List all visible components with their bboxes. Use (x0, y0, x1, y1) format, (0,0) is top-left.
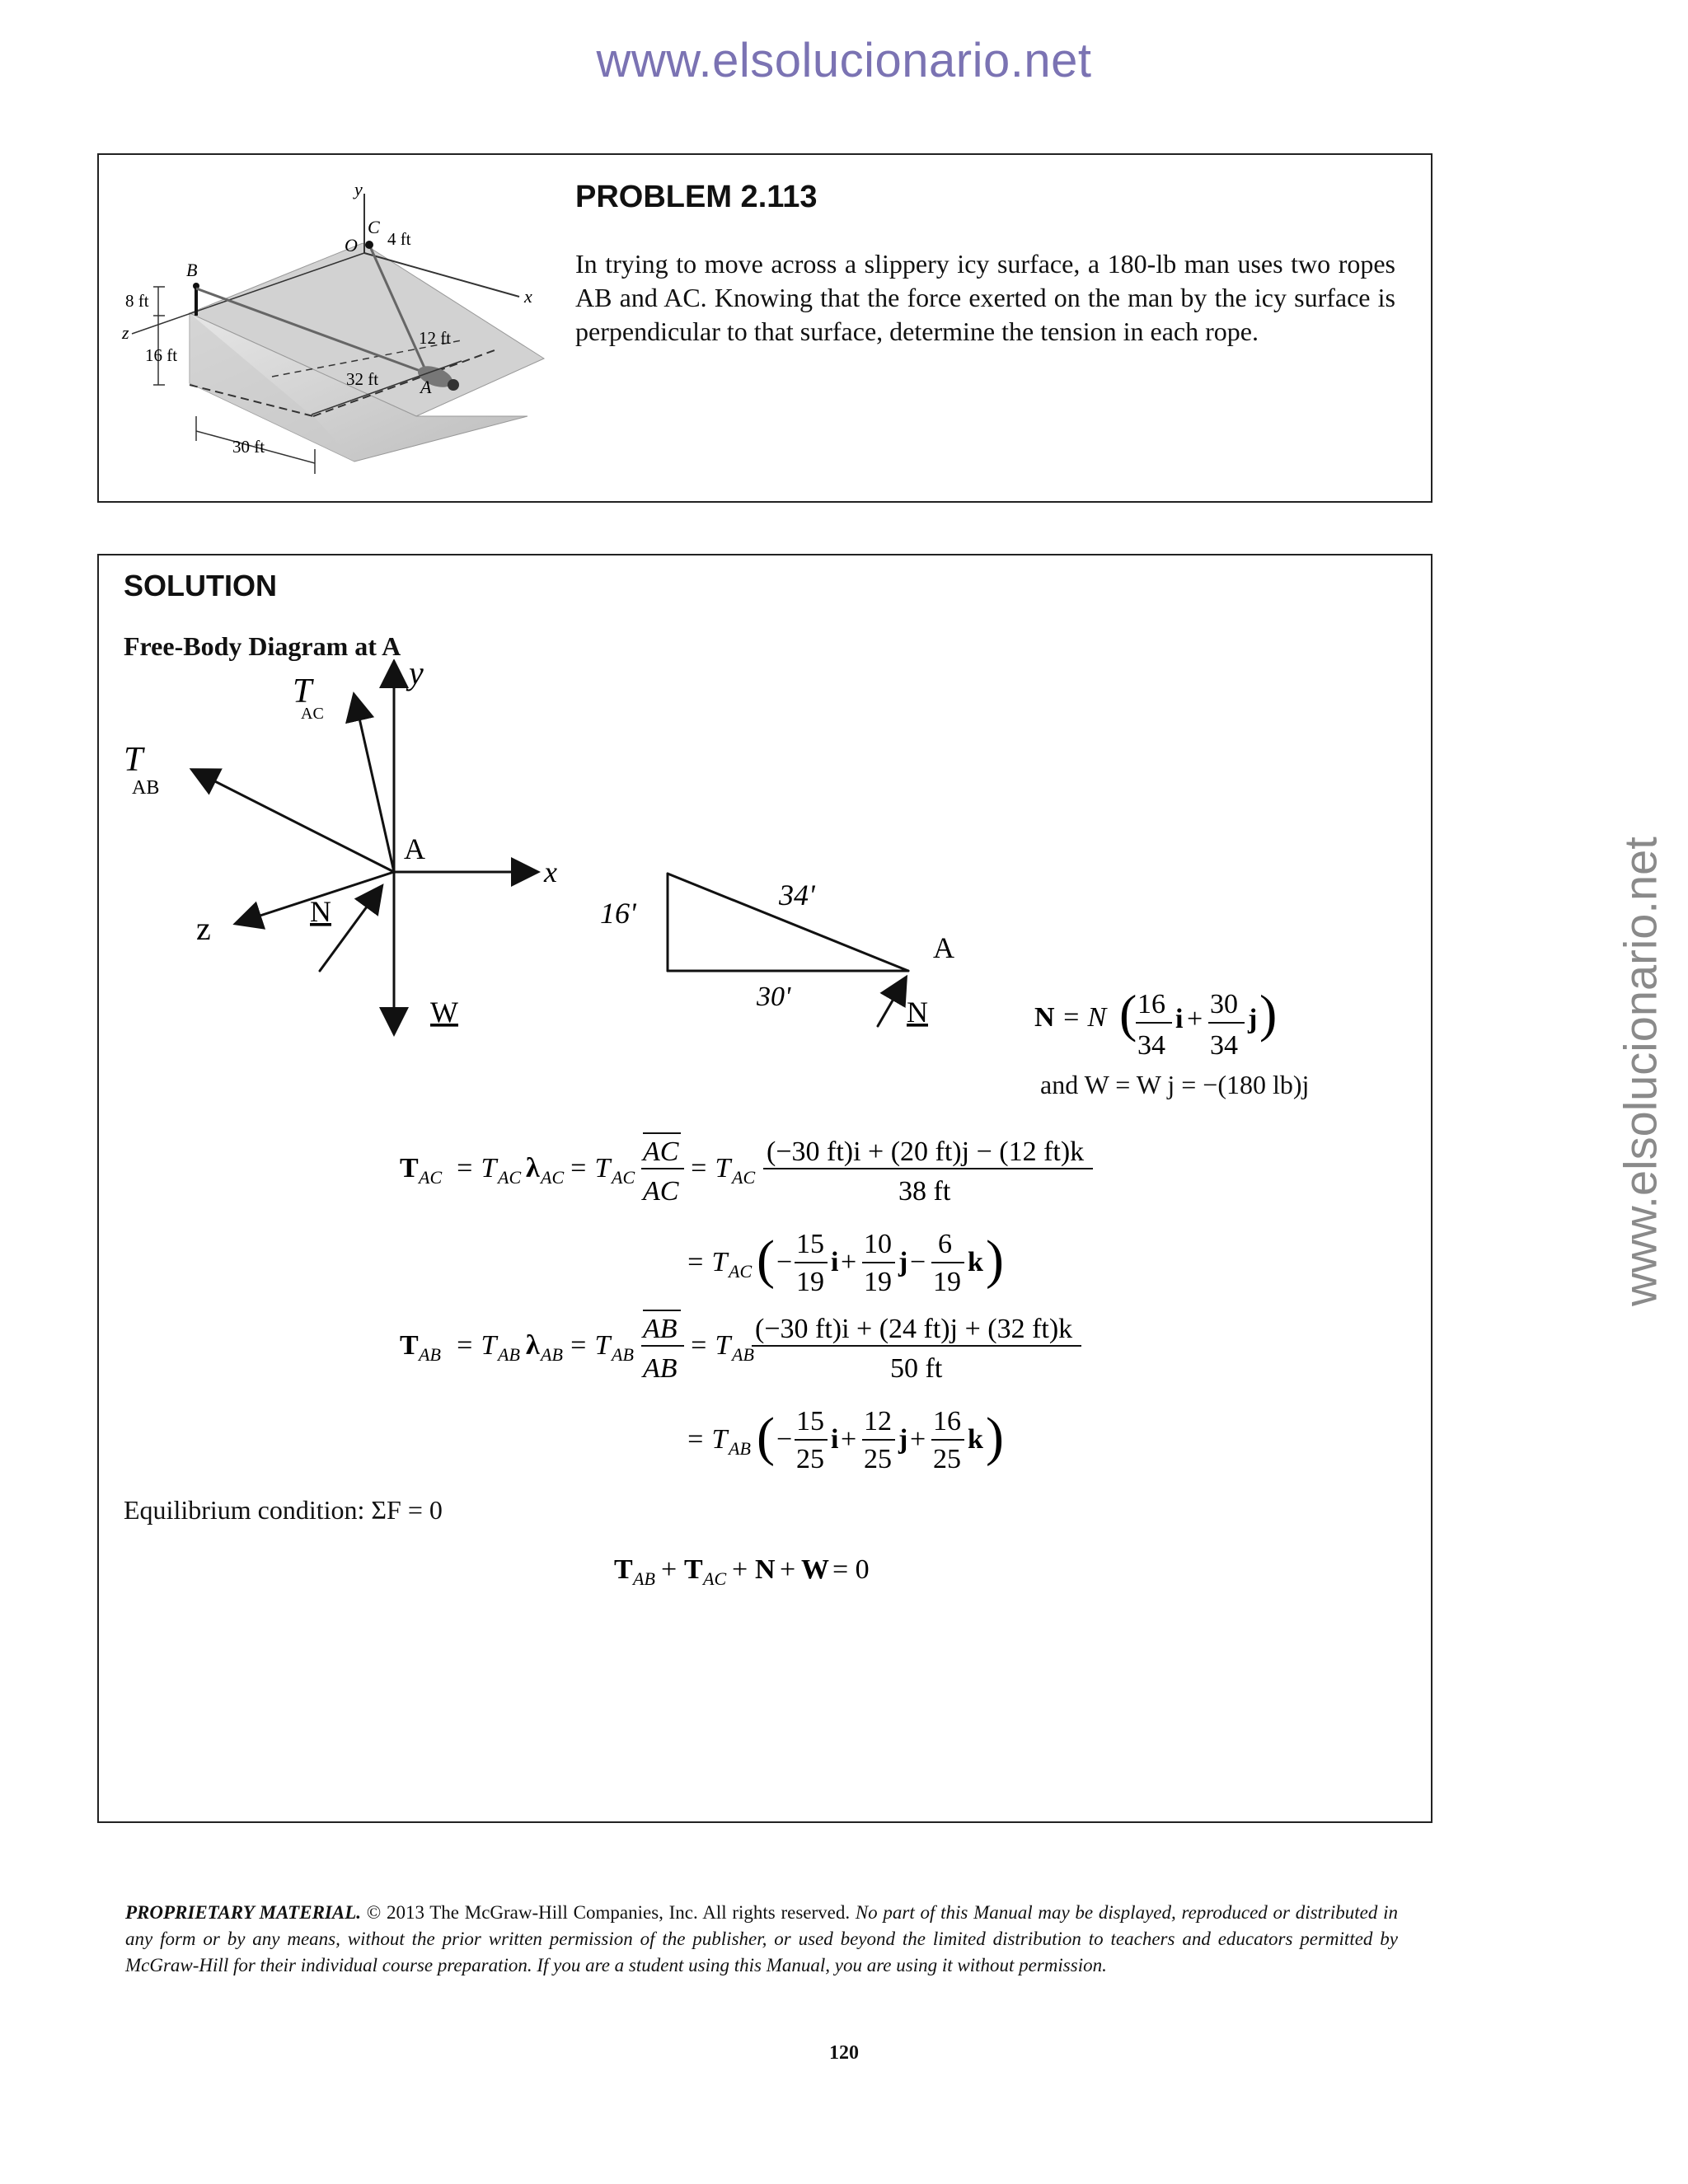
n-f1-den: 34 (1137, 1030, 1165, 1061)
fig-label-z: z (122, 322, 129, 343)
n-equation (1030, 977, 1376, 1067)
tac-mid3: = T (689, 1153, 731, 1183)
tac-lparen: ( (757, 1230, 775, 1290)
fbd-x: x (544, 855, 557, 888)
fig-label-O: O (345, 235, 358, 255)
tab-rparen: ) (986, 1407, 1004, 1467)
tab-c-den: 25 (933, 1444, 961, 1471)
tac-line2-t: = T (686, 1247, 728, 1277)
copyright-footer (125, 1900, 1398, 1979)
final-ab: AB (633, 1568, 655, 1589)
n-f2-num: 30 (1210, 989, 1238, 1019)
equilibrium-label: Equilibrium condition: ΣF = 0 (124, 1495, 443, 1525)
fbd-y: y (409, 659, 424, 691)
tab-lambda-sub: AB (541, 1344, 563, 1365)
final-plus3: + (780, 1554, 796, 1585)
n-u1: i (1175, 1004, 1184, 1034)
fig-label-A: A (420, 377, 432, 397)
n-eq-rest: = N (1062, 1002, 1107, 1033)
tac-i: i (831, 1247, 839, 1277)
tab-k: k (968, 1424, 983, 1455)
fbd-tab-sub: AB (132, 777, 160, 799)
tac-c-den: 19 (933, 1267, 961, 1294)
tab-plus1: + (841, 1424, 857, 1455)
n-op: + (1187, 1004, 1203, 1034)
final-t1: T (614, 1554, 633, 1585)
final-plus2: + (732, 1554, 748, 1585)
tab-mid1: = T (455, 1330, 497, 1361)
tab-vec-den: AB (643, 1353, 678, 1384)
right-paren: ) (1259, 984, 1278, 1043)
tri-30: 30' (757, 982, 791, 1012)
tri-A: A (933, 931, 954, 964)
fbd-z: z (196, 910, 211, 947)
tac-minus2: − (910, 1247, 926, 1277)
tab-mid1-sub: AB (498, 1344, 520, 1365)
footer-lead: PROPRIETARY MATERIAL. (125, 1902, 361, 1923)
tac-vec-num: AC (643, 1137, 679, 1167)
tri-16: 16' (600, 897, 636, 930)
slope-triangle (593, 857, 973, 1047)
tab-num: (−30 ft)i + (24 ft)j + (32 ft)k (755, 1314, 1073, 1344)
final-eq0: = 0 (832, 1554, 870, 1585)
tab-mid2: = T (569, 1330, 611, 1361)
fig-label-16ft: 16 ft (145, 345, 178, 365)
tac-a-den: 19 (796, 1267, 824, 1294)
fbd-tac-sub: AC (301, 705, 324, 723)
tac-vec-den: AC (643, 1176, 679, 1207)
fig-label-12ft: 12 ft (419, 328, 452, 348)
final-w: W (801, 1554, 829, 1585)
tab-a-num: 15 (796, 1406, 824, 1436)
fbd-N: N (310, 895, 331, 928)
watermark-side: www.elsolucionario.net (1614, 837, 1667, 1306)
tab-i: i (831, 1424, 839, 1455)
tab-b-den: 25 (864, 1444, 892, 1471)
solution-title: SOLUTION (124, 569, 277, 602)
final-equation (610, 1545, 907, 1595)
tab-equation (396, 1306, 1121, 1471)
fig-label-C: C (368, 217, 380, 237)
tac-equation (396, 1129, 1121, 1294)
fig-label-30ft: 30 ft (232, 437, 265, 457)
tab-lambda: λ (526, 1330, 540, 1361)
fbd-title: Free-Body Diagram at A (124, 631, 401, 661)
tab-line2-t: = T (686, 1424, 728, 1455)
n-u2: j (1248, 1004, 1258, 1034)
free-body-diagram (107, 659, 602, 1047)
fig-label-4ft: 4 ft (387, 229, 411, 249)
fig-label-B: B (186, 260, 198, 280)
tac-b-den: 19 (864, 1267, 892, 1294)
footer-normal: © 2013 The McGraw-Hill Companies, Inc. All rights reserved. (361, 1902, 856, 1923)
tac-c-num: 6 (938, 1229, 952, 1259)
final-ac: AC (703, 1568, 727, 1589)
tab-mid2-sub: AB (612, 1344, 634, 1365)
fig-label-32ft: 32 ft (346, 369, 379, 389)
fig-label-8ft: 8 ft (125, 291, 149, 311)
tab-a-den: 25 (796, 1444, 824, 1471)
tab-j: j (898, 1424, 908, 1455)
tac-rparen: ) (986, 1230, 1004, 1290)
footer-italic: No part of this Manual may be displayed, reproduced or distributed in any form or by any means, without the prior written permission of the publisher, or used beyond the limited distribution to teachers and educators permitted by McGraw-Hill for their individual course preparation. If you are a student using this Manual, you are using it without permission. (125, 1902, 1398, 1975)
tab-lhs: T (400, 1330, 419, 1361)
tri-N: N (907, 996, 928, 1029)
tac-a-num: 15 (796, 1229, 824, 1259)
problem-figure (107, 169, 569, 499)
tab-vec-num: AB (643, 1314, 678, 1344)
tac-k: k (968, 1247, 983, 1277)
n-f1-num: 16 (1137, 989, 1165, 1019)
tac-plus: + (841, 1247, 857, 1277)
tac-mid2-sub: AC (612, 1167, 635, 1188)
tab-c-num: 16 (933, 1406, 961, 1436)
fbd-tac: T (293, 673, 312, 710)
fbd-A: A (404, 832, 425, 865)
tab-plus2: + (910, 1424, 926, 1455)
tab-lparen: ( (757, 1407, 775, 1467)
tac-mid3-sub: AC (732, 1167, 756, 1188)
fig-label-y: y (354, 179, 363, 199)
final-plus1: + (661, 1554, 678, 1585)
problem-title: PROBLEM 2.113 (575, 180, 818, 214)
tab-mid3: = T (689, 1330, 731, 1361)
tab-line2-sub: AB (729, 1438, 751, 1459)
watermark-top: www.elsolucionario.net (596, 34, 1092, 87)
tac-mid1: = T (455, 1153, 497, 1183)
final-n: N (755, 1554, 776, 1585)
w-equation: and W = W j = −(180 lb)j (1040, 1070, 1310, 1099)
n-eq-bold: N (1034, 1002, 1055, 1033)
tac-num: (−30 ft)i + (20 ft)j − (12 ft)k (767, 1137, 1085, 1167)
tac-mid2: = T (569, 1153, 611, 1183)
tac-mid1-sub: AC (498, 1167, 522, 1188)
tab-minus: − (776, 1424, 793, 1455)
tab-lhs-sub: AB (419, 1344, 441, 1365)
tac-minus1: − (776, 1247, 793, 1277)
fig-label-x: x (524, 286, 532, 307)
final-t2: T (684, 1554, 703, 1585)
page-number: 120 (829, 2042, 859, 2064)
tac-b-num: 10 (864, 1229, 892, 1259)
problem-text: In trying to move across a slippery icy surface, a 180-lb man uses two ropes AB and AC. Knowing that the force exerted on the man by the icy surface is perpendicular to that surface, determine the tension in each rope. (575, 249, 1395, 346)
tac-j: j (898, 1247, 908, 1277)
fbd-tab: T (124, 741, 143, 779)
tac-lambda: λ (526, 1153, 540, 1183)
tab-mid3-sub: AB (732, 1344, 754, 1365)
tri-34: 34' (779, 879, 815, 912)
tab-den: 50 ft (890, 1353, 943, 1384)
tab-b-num: 12 (864, 1406, 892, 1436)
tac-lhs-sub: AC (419, 1167, 443, 1188)
tac-lambda-sub: AC (541, 1167, 565, 1188)
tac-den: 38 ft (898, 1176, 951, 1207)
left-paren: ( (1119, 984, 1137, 1043)
n-f2-den: 34 (1210, 1030, 1238, 1061)
tac-lhs: T (400, 1153, 419, 1183)
tac-line2-sub: AC (729, 1261, 753, 1282)
fbd-W: W (430, 996, 458, 1029)
